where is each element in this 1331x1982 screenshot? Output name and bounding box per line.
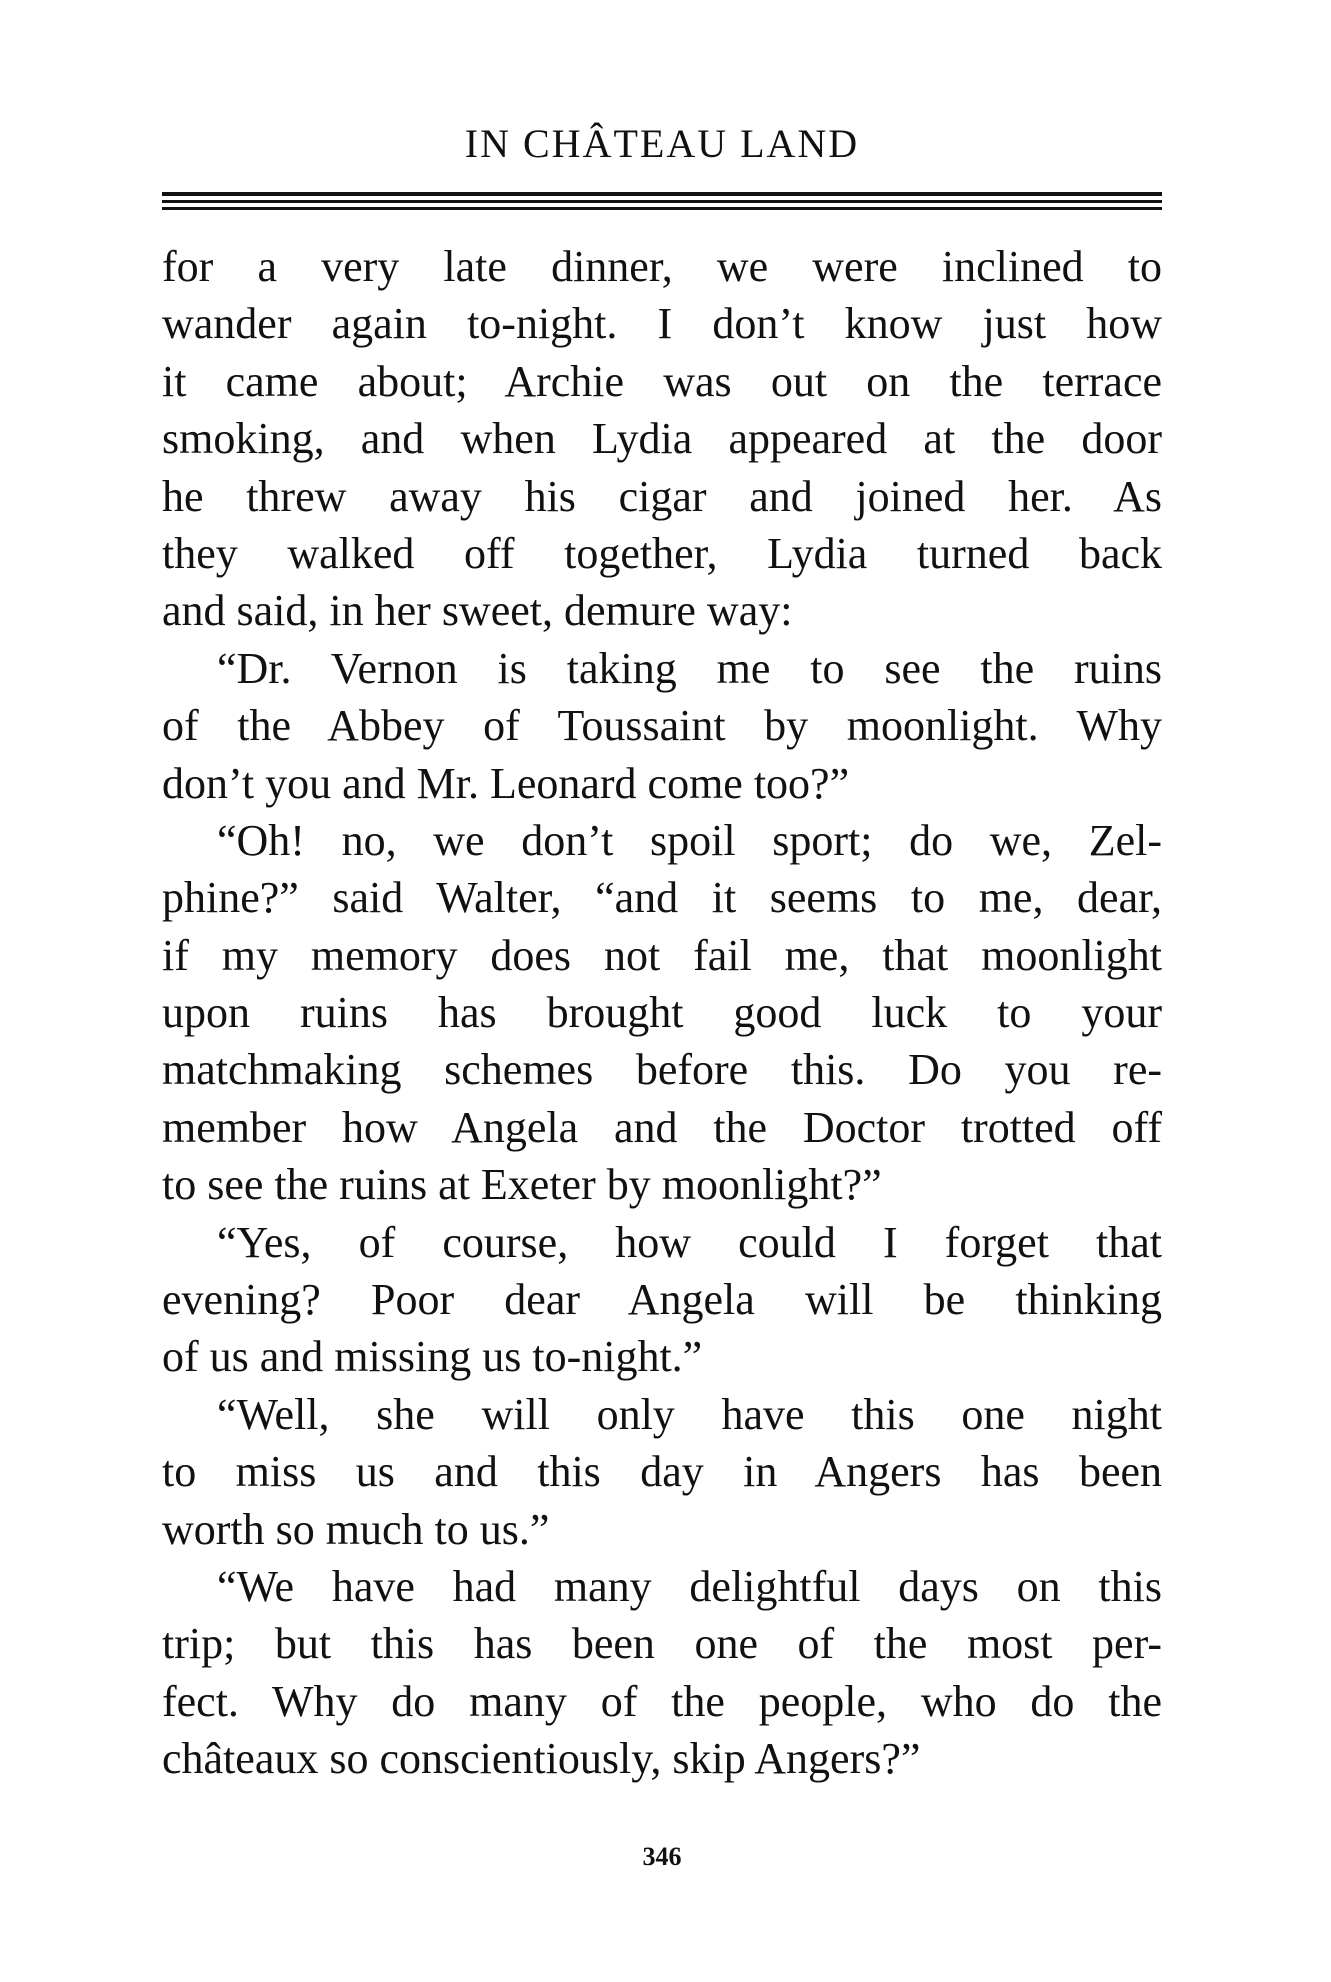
text-line: trip; but this has been one of the most per- bbox=[162, 1619, 1162, 1669]
body-text bbox=[162, 238, 1162, 1788]
header-rule bbox=[162, 207, 1162, 210]
header-rule bbox=[162, 192, 1162, 196]
page-number: 346 bbox=[642, 1842, 682, 1871]
header-rule bbox=[162, 200, 1162, 203]
text-line: don’t you and Mr. Leonard come too?” bbox=[162, 758, 850, 808]
text-line: it came about; Archie was out on the terrace bbox=[162, 356, 1162, 406]
text-line: for a very late dinner, we were inclined to bbox=[162, 242, 1162, 291]
text-line: upon ruins has brought good luck to your bbox=[162, 988, 1162, 1038]
text-line: to see the ruins at Exeter by moonlight?” bbox=[162, 1160, 882, 1210]
text-line: wander again to-night. I don’t know just how bbox=[162, 299, 1162, 349]
text-line: “Oh! no, we don’t spoil sport; do we, Zel- bbox=[217, 815, 1162, 865]
text-line: of the Abbey of Toussaint by moonlight. Why bbox=[162, 701, 1162, 751]
text-line: châteaux so conscientiously, skip Angers?” bbox=[162, 1734, 921, 1784]
text-line: “Well, she will only have this one night bbox=[217, 1389, 1162, 1439]
text-line: member how Angela and the Doctor trotted off bbox=[162, 1102, 1162, 1152]
text-line: fect. Why do many of the people, who do the bbox=[162, 1676, 1162, 1726]
text-line: “We have had many delightful days on this bbox=[217, 1561, 1162, 1611]
text-line: they walked off together, Lydia turned back bbox=[162, 528, 1162, 578]
text-line: matchmaking schemes before this. Do you re- bbox=[162, 1045, 1162, 1095]
text-line: “Dr. Vernon is taking me to see the ruins bbox=[217, 643, 1162, 693]
text-line: of us and missing us to-night.” bbox=[162, 1332, 703, 1382]
text-line: evening? Poor dear Angela will be thinking bbox=[162, 1275, 1162, 1325]
text-line: smoking, and when Lydia appeared at the door bbox=[162, 414, 1162, 464]
text-line: and said, in her sweet, demure way: bbox=[162, 586, 793, 636]
text-line: if my memory does not fail me, that moonlight bbox=[162, 930, 1162, 980]
text-line: to miss us and this day in Angers has been bbox=[162, 1447, 1162, 1497]
text-line: worth so much to us.” bbox=[162, 1504, 550, 1554]
running-head: IN CHÂTEAU LAND bbox=[464, 121, 860, 166]
text-line: phine?” said Walter, “and it seems to me, dear, bbox=[162, 873, 1162, 923]
text-line: he threw away his cigar and joined her. As bbox=[162, 471, 1162, 521]
text-line: “Yes, of course, how could I forget that bbox=[217, 1217, 1162, 1267]
